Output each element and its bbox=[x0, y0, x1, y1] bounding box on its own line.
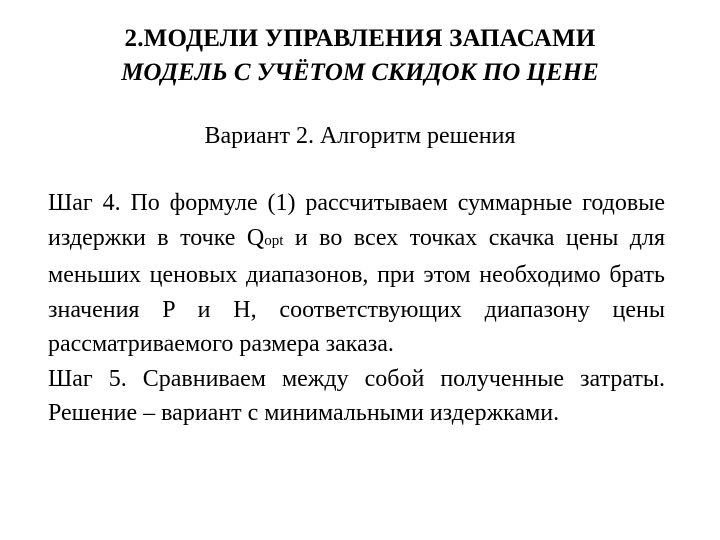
q-opt-subscript: opt bbox=[264, 232, 284, 249]
slide-title: 2.МОДЕЛИ УПРАВЛЕНИЯ ЗАПАСАМИ bbox=[124, 25, 596, 52]
title-block bbox=[0, 22, 720, 90]
step-5-paragraph: Шаг 5. Сравниваем между собой полученные затраты. Решение – вариант с минимальными издержками. bbox=[48, 365, 665, 426]
step-4-paragraph bbox=[48, 186, 665, 362]
step-4-text-start: Шаг 4. По формуле (1) рассчитываем суммарные годовые издержки в точке Q bbox=[48, 190, 665, 251]
body-text bbox=[48, 186, 665, 431]
slide-subtitle-italic: МОДЕЛЬ С УЧЁТОМ СКИДОК ПО ЦЕНЕ bbox=[121, 59, 599, 86]
section-heading: Вариант 2. Алгоритм решения bbox=[204, 123, 516, 149]
step-4-text-end: и во всех точках скачка цены для меньших ценовых диапазонов, при этом необходимо брать значения P и H, соответствующих диапазону цены рассматриваемого размера заказа. bbox=[48, 224, 666, 357]
